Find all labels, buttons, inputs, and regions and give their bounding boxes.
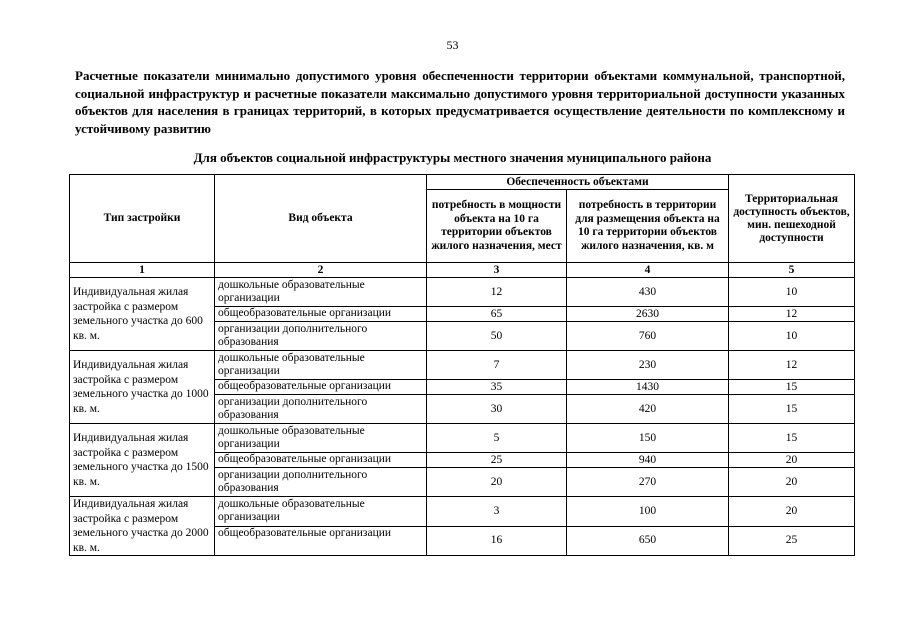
building-type-cell: Индивидуальная жилая застройка с размером земельного участка до 2000 кв. м.: [70, 497, 215, 556]
area-cell: 650: [567, 526, 729, 556]
area-cell: 150: [567, 424, 729, 453]
building-type-cell: Индивидуальная жилая застройка с размером земельного участка до 1000 кв. м.: [70, 351, 215, 424]
column-number-row: [70, 263, 855, 278]
object-type-cell: организации дополнительного образования: [215, 322, 427, 351]
document-title: Расчетные показатели минимально допустимого уровня обеспеченности территории объектами коммунальной, транспортной, социальной инфраструктур и расчетные показатели максимально допустимого уровня территориальной доступности указанных объектов для населения в границах территорий, в которых предусматривается осуществление деятельности по комплексному и устойчивому развитию: [75, 68, 845, 136]
area-cell: 2630: [567, 307, 729, 322]
capacity-cell: 12: [427, 278, 567, 307]
column-number: 2: [215, 263, 427, 278]
indicators-table: [69, 174, 855, 556]
table-subtitle: Для объектов социальной инфраструктуры местного значения муниципального района: [193, 150, 712, 165]
accessibility-cell: 20: [729, 497, 855, 527]
building-type-cell: Индивидуальная жилая застройка с размером земельного участка до 600 кв. м.: [70, 278, 215, 351]
building-type-cell: Индивидуальная жилая застройка с размером земельного участка до 1500 кв. м.: [70, 424, 215, 497]
area-cell: 230: [567, 351, 729, 380]
object-type-cell: организации дополнительного образования: [215, 395, 427, 424]
capacity-cell: 25: [427, 453, 567, 468]
capacity-cell: 35: [427, 380, 567, 395]
header-object-type: Вид объекта: [215, 175, 427, 263]
table-row: [70, 351, 855, 380]
capacity-cell: 65: [427, 307, 567, 322]
capacity-cell: 20: [427, 468, 567, 497]
area-cell: 100: [567, 497, 729, 527]
object-type-cell: общеобразовательные организации: [215, 380, 427, 395]
object-type-cell: дошкольные образовательные организации: [215, 351, 427, 380]
object-type-cell: общеобразовательные организации: [215, 453, 427, 468]
area-cell: 1430: [567, 380, 729, 395]
accessibility-cell: 12: [729, 351, 855, 380]
header-accessibility: Территориальная доступность объектов, мин. пешеходной доступности: [729, 175, 855, 263]
capacity-cell: 30: [427, 395, 567, 424]
accessibility-cell: 20: [729, 468, 855, 497]
header-building-type: Тип застройки: [70, 175, 215, 263]
capacity-cell: 50: [427, 322, 567, 351]
area-cell: 940: [567, 453, 729, 468]
area-cell: 420: [567, 395, 729, 424]
accessibility-cell: 10: [729, 278, 855, 307]
object-type-cell: общеобразовательные организации: [215, 526, 427, 556]
area-cell: 760: [567, 322, 729, 351]
column-number: 3: [427, 263, 567, 278]
object-type-cell: общеобразовательные организации: [215, 307, 427, 322]
area-cell: 430: [567, 278, 729, 307]
object-type-cell: дошкольные образовательные организации: [215, 278, 427, 307]
accessibility-cell: 15: [729, 395, 855, 424]
accessibility-cell: 15: [729, 424, 855, 453]
capacity-cell: 16: [427, 526, 567, 556]
column-number: 4: [567, 263, 729, 278]
header-capacity: потребность в мощности объекта на 10 га территории объектов жилого назначения, мест: [427, 190, 567, 263]
object-type-cell: дошкольные образовательные организации: [215, 497, 427, 527]
object-type-cell: организации дополнительного образования: [215, 468, 427, 497]
capacity-cell: 7: [427, 351, 567, 380]
accessibility-cell: 20: [729, 453, 855, 468]
header-area: потребность в территории для размещения объекта на 10 га территории объектов жилого назначения, кв. м: [567, 190, 729, 263]
column-number: 5: [729, 263, 855, 278]
column-number: 1: [70, 263, 215, 278]
area-cell: 270: [567, 468, 729, 497]
accessibility-cell: 12: [729, 307, 855, 322]
accessibility-cell: 15: [729, 380, 855, 395]
table-row: [70, 424, 855, 453]
header-provision-group: Обеспеченность объектами: [427, 175, 729, 190]
capacity-cell: 3: [427, 497, 567, 527]
capacity-cell: 5: [427, 424, 567, 453]
accessibility-cell: 10: [729, 322, 855, 351]
table-row: [70, 497, 855, 527]
object-type-cell: дошкольные образовательные организации: [215, 424, 427, 453]
table-row: [70, 278, 855, 307]
accessibility-cell: 25: [729, 526, 855, 556]
page-number: 53: [446, 38, 459, 52]
